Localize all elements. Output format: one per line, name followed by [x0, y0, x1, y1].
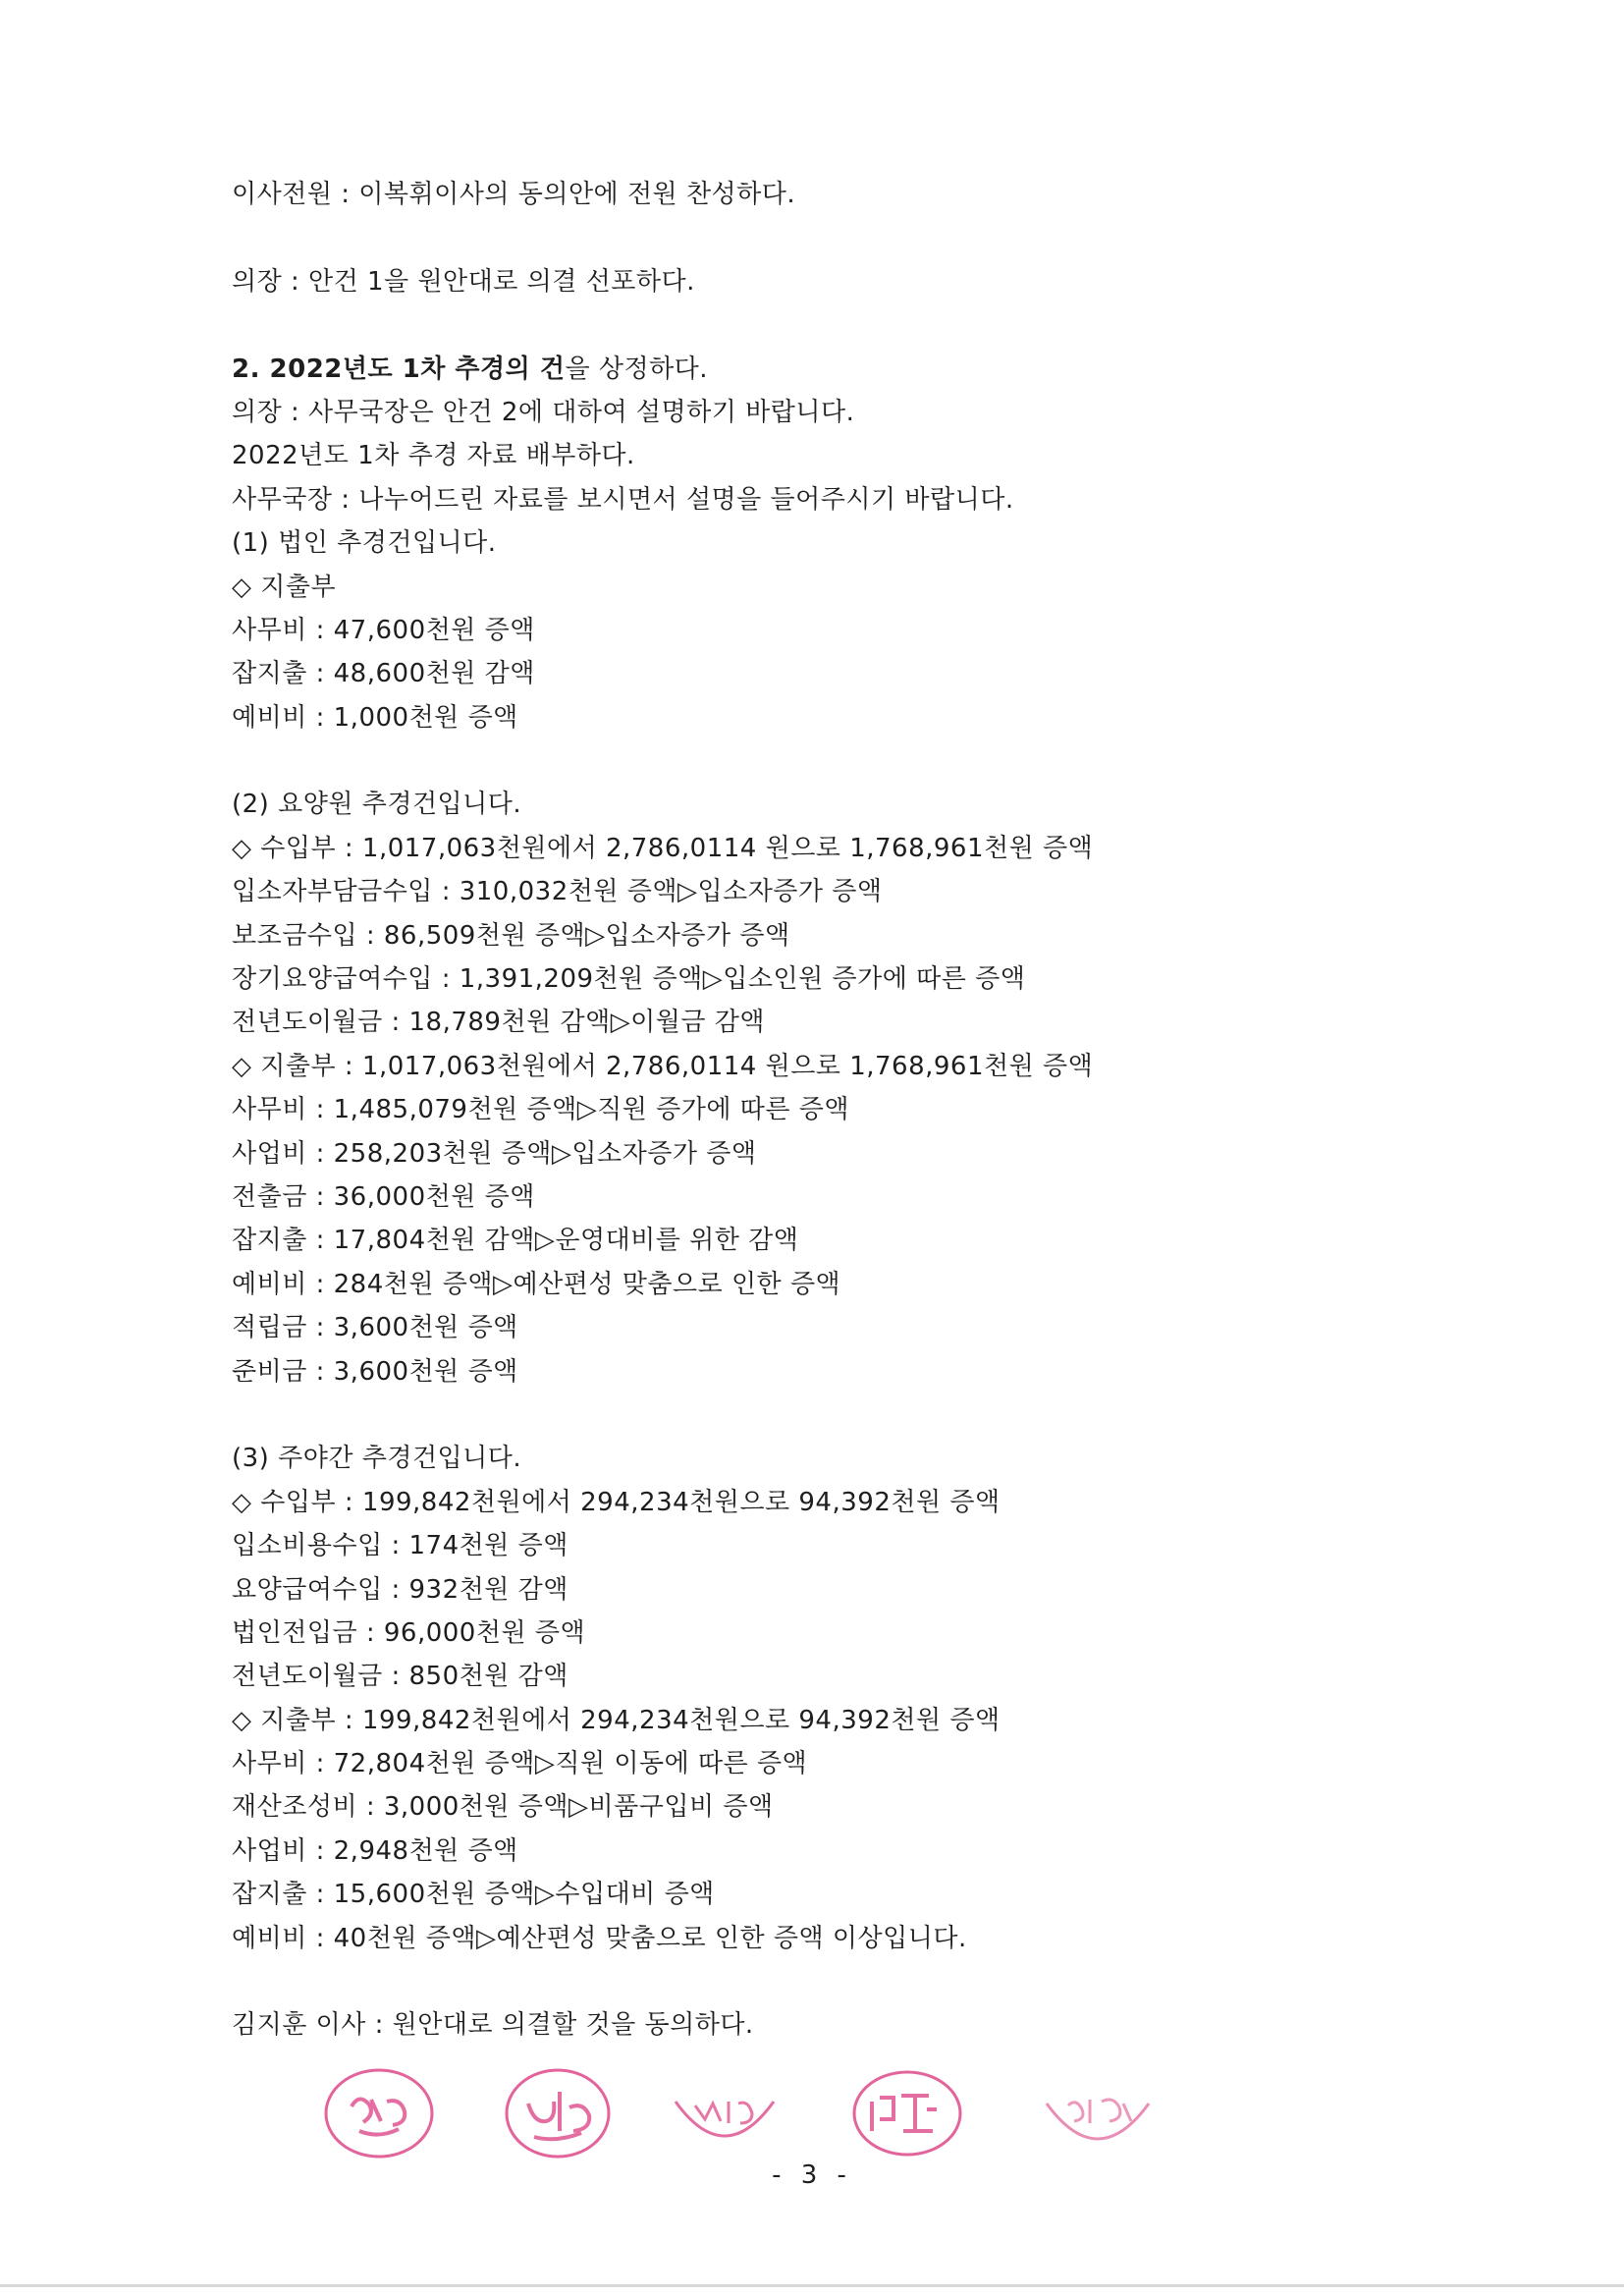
text-line: 전출금 : 36,000천원 증액 [232, 1181, 535, 1212]
text-line: (3) 주야간 추경건입니다. [232, 1444, 522, 1474]
text-line: 잡지출 : 17,804천원 감액▷운영대비를 위한 감액 [232, 1226, 799, 1256]
text-line: 잡지출 : 48,600천원 감액 [232, 659, 535, 689]
text-line: 예비비 : 40천원 증액▷예산편성 맞춤으로 인한 증액 이상입니다. [232, 1923, 967, 1953]
blank-line [232, 1960, 1449, 2003]
seal-stamp-1 [310, 2052, 448, 2170]
agenda-suffix: 을 상정하다. [565, 354, 709, 384]
text-line: (1) 법인 추경건입니다. [232, 528, 497, 559]
blank-line [232, 303, 1449, 347]
text-line: 입소자부담금수입 : 310,032천원 증액▷입소자증가 증액 [232, 877, 883, 907]
text-line: 준비금 : 3,600천원 증액 [232, 1356, 518, 1387]
text-line: 예비비 : 1,000천원 증액 [232, 702, 518, 733]
text-line: 전년도이월금 : 850천원 감액 [232, 1662, 568, 1692]
text-line: 재산조성비 : 3,000천원 증액▷비품구입비 증액 [232, 1792, 774, 1823]
seal-stamp-3 [656, 2052, 793, 2170]
text-line: 이사전원 : 이복휘이사의 동의안에 전원 찬성하다. [232, 180, 796, 209]
text-line: 장기요양급여수입 : 1,391,209천원 증액▷입소인원 증가에 따른 증액 [232, 964, 1026, 995]
seal-stamp-2 [489, 2052, 626, 2170]
text-line: ◇ 지출부 : 199,842천원에서 294,234천원으로 94,392천원 증액 [232, 1705, 1001, 1735]
page-number: - 3 - [772, 2160, 852, 2190]
seal-stamp-4 [839, 2052, 976, 2170]
text-line: 의장 : 안건 1을 원안대로 의결 선포하다. [232, 266, 695, 297]
scan-edge-rule [0, 2284, 1624, 2287]
text-line: 입소비용수입 : 174천원 증액 [232, 1531, 568, 1561]
text-line: 2022년도 1차 추경 자료 배부하다. [232, 441, 635, 471]
text-line: 요양급여수입 : 932천원 감액 [232, 1574, 568, 1605]
text-line: 법인전입금 : 96,000천원 증액 [232, 1617, 586, 1648]
blank-line [232, 216, 1449, 259]
blank-line [232, 1394, 1449, 1437]
text-line: 보조금수입 : 86,509천원 증액▷입소자증가 증액 [232, 920, 790, 951]
text-line: 사무비 : 1,485,079천원 증액▷직원 증가에 따른 증액 [232, 1095, 850, 1125]
text-line: 예비비 : 284천원 증액▷예산편성 맞춤으로 인한 증액 [232, 1269, 841, 1299]
text-line: ◇ 수입부 : 1,017,063천원에서 2,786,0114 원으로 1,768,961천원 증액 [232, 833, 1094, 863]
text-line: 사무국장 : 나누어드린 자료를 보시면서 설명을 들어주시기 바랍니다. [232, 484, 1014, 515]
text-line: 사무비 : 47,600천원 증액 [232, 615, 535, 645]
text-line: 전년도이월금 : 18,789천원 감액▷이월금 감액 [232, 1008, 766, 1038]
minutes-body [232, 173, 1449, 2048]
text-line: 사업비 : 2,948천원 증액 [232, 1835, 518, 1866]
agenda-title: 2. 2022년도 1차 추경의 건 [232, 354, 566, 384]
text-line: 의장 : 사무국장은 안건 2에 대하여 설명하기 바랍니다. [232, 397, 855, 427]
text-line: ◇ 수입부 : 199,842천원에서 294,234천원으로 94,392천원 증액 [232, 1487, 1001, 1517]
text-line: 적립금 : 3,600천원 증액 [232, 1313, 518, 1343]
text-line: 사업비 : 258,203천원 증액▷입소자증가 증액 [232, 1138, 757, 1169]
text-line: 김지훈 이사 : 원안대로 의결할 것을 동의하다. [232, 2010, 754, 2041]
blank-line [232, 739, 1449, 783]
text-line: 사무비 : 72,804천원 증액▷직원 이동에 따른 증액 [232, 1749, 808, 1779]
text-line: (2) 요양원 추경건입니다. [232, 790, 522, 820]
agenda-heading [232, 348, 1449, 391]
text-line: ◇ 지출부 [232, 572, 337, 602]
text-line: 잡지출 : 15,600천원 증액▷수입대비 증액 [232, 1880, 715, 1910]
text-line: ◇ 지출부 : 1,017,063천원에서 2,786,0114 원으로 1,768,961천원 증액 [232, 1051, 1094, 1081]
seal-stamp-5 [1029, 2052, 1166, 2170]
